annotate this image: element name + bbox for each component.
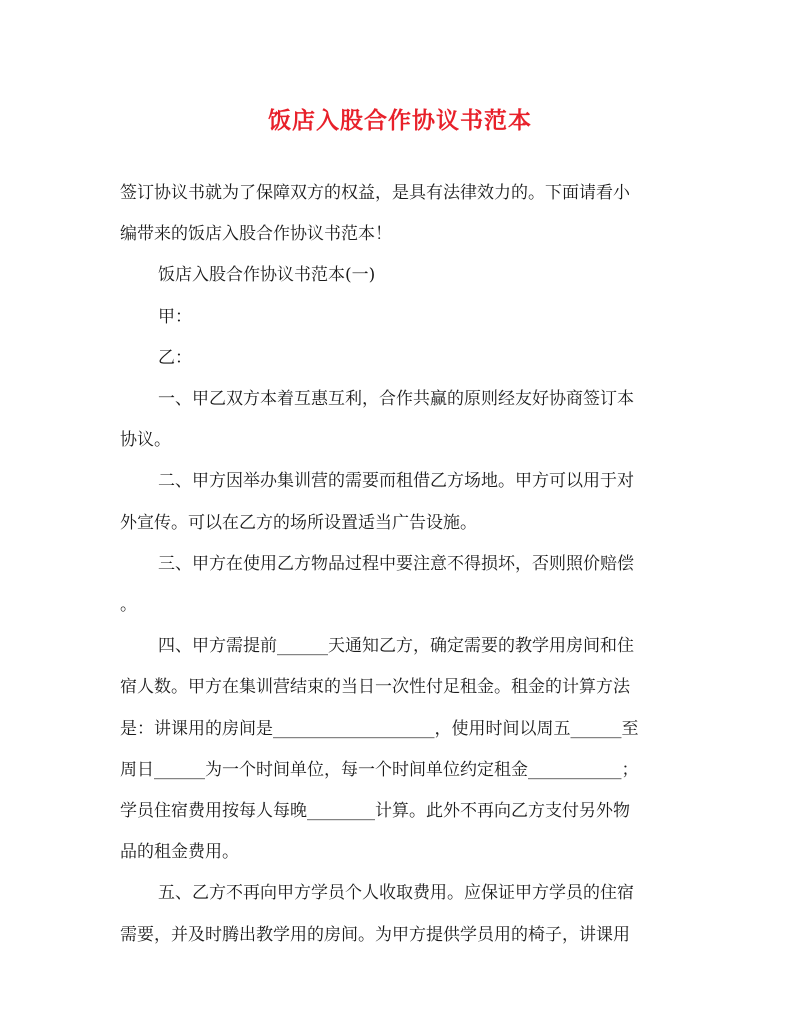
clause-3-line: 三、甲方在使用乙方物品过程中要注意不得损坏，否则照价赔偿 bbox=[158, 553, 634, 574]
intro-line: 编带来的饭店入股合作协议书范本！ bbox=[120, 224, 392, 245]
clause-4-line: 宿人数。甲方在集训营结束的当日一次性付足租金。租金的计算方法 bbox=[120, 677, 630, 698]
clause-2-line: 二、甲方因举办集训营的需要而租借乙方场地。甲方可以用于对 bbox=[158, 471, 634, 492]
clause-4-line: 四、甲方需提前______天通知乙方，确定需要的教学用房间和住 bbox=[158, 636, 634, 657]
intro-line: 签订协议书就为了保障双方的权益，是具有法律效力的。下面请看小 bbox=[120, 183, 630, 203]
clause-4-line: 周日______为一个时间单位，每一个时间单位约定租金___________； bbox=[120, 759, 639, 780]
document-body bbox=[120, 173, 680, 956]
clause-3-line: 。 bbox=[120, 595, 137, 616]
clause-1-line: 协议。 bbox=[120, 430, 171, 451]
clause-5-line: 需要，并及时腾出教学用的房间。为甲方提供学员用的椅子，讲课用 bbox=[120, 924, 630, 945]
party-a-line: 甲： bbox=[158, 306, 192, 327]
clause-4-line: 是：讲课用的房间是___________________，使用时间以周五______至 bbox=[120, 718, 639, 739]
party-b-line: 乙： bbox=[158, 347, 192, 368]
clause-4-line: 品的租金费用。 bbox=[120, 842, 239, 863]
document-title: 饭店入股合作协议书范本 bbox=[268, 107, 532, 134]
section-heading: 饭店入股合作协议书范本(一) bbox=[158, 265, 376, 286]
clause-4-line: 学员住宿费用按每人每晚________计算。此外不再向乙方支付另外物 bbox=[120, 801, 630, 822]
clause-2-line: 外宣传。可以在乙方的场所设置适当广告设施。 bbox=[120, 512, 477, 533]
clause-1-line: 一、甲乙双方本着互惠互利，合作共赢的原则经友好协商签订本 bbox=[158, 389, 634, 410]
clause-5-line: 五、乙方不再向甲方学员个人收取费用。应保证甲方学员的住宿 bbox=[158, 883, 634, 904]
